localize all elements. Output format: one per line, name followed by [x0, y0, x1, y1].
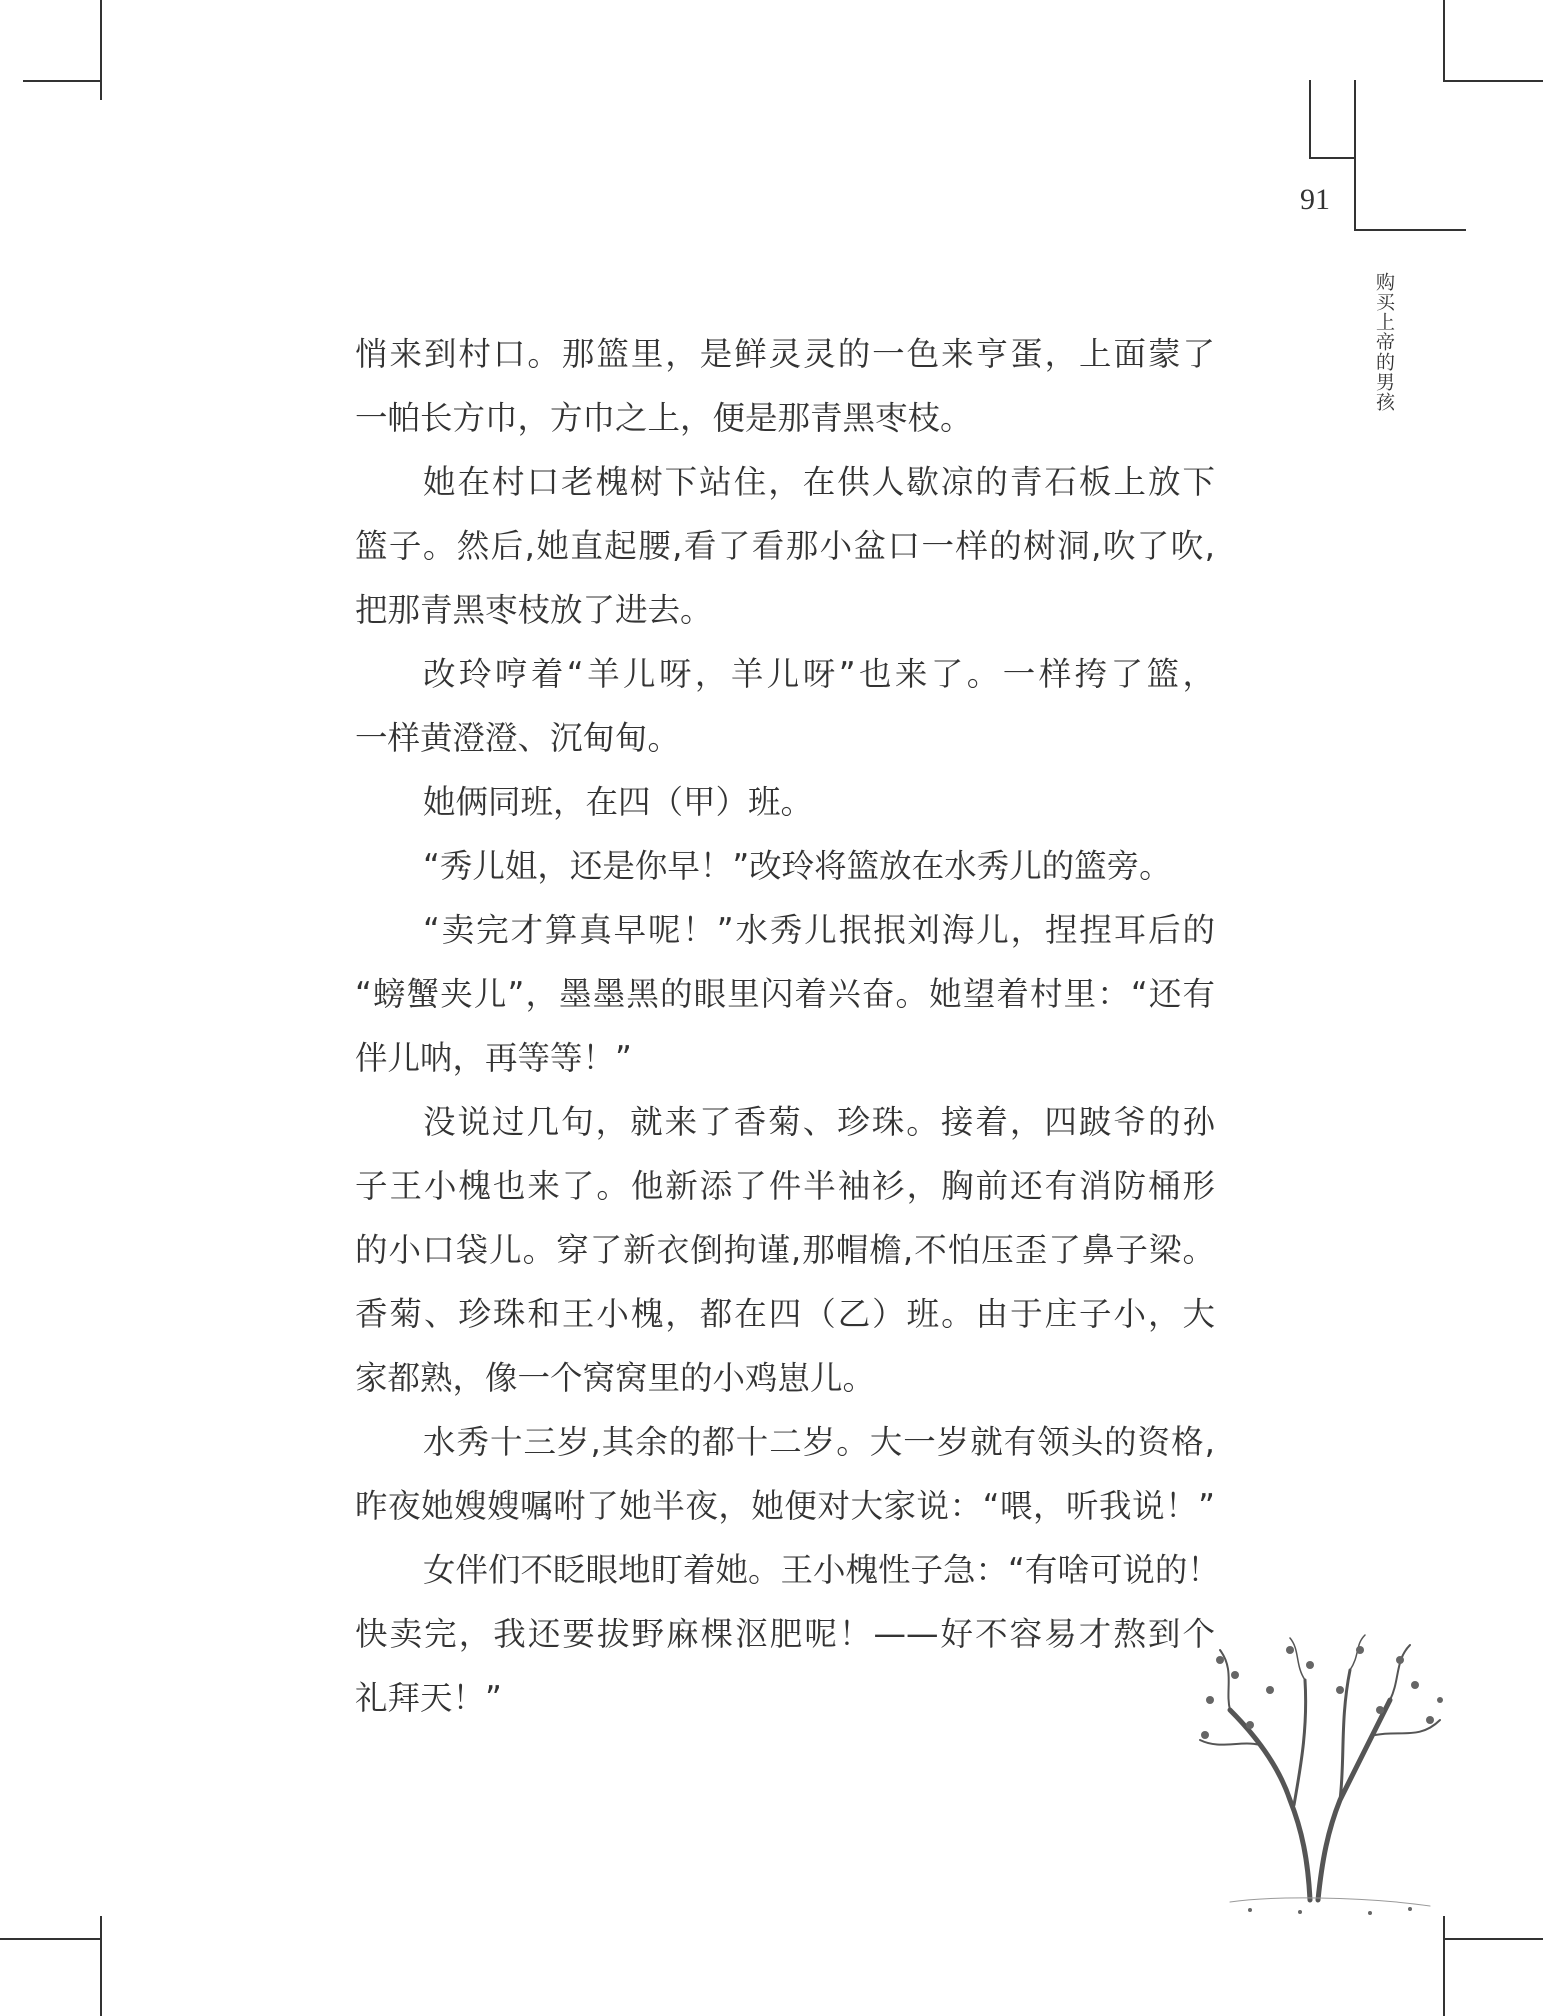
text-line: 伴儿呐，再等等！” — [355, 1039, 632, 1077]
text-line: 改玲哼着“羊儿呀，羊儿呀”也来了。一样挎了篮， — [423, 655, 1215, 693]
text-line: “秀儿姐，还是你早！”改玲将篮放在水秀儿的篮旁。 — [423, 847, 1172, 885]
crop-mark — [1443, 1916, 1445, 2016]
text-line: 悄来到村口。那篮里，是鲜灵灵的一色来亨蛋，上面蒙了 — [355, 335, 1215, 373]
text-line: “卖完才算真早呢！”水秀儿抿抿刘海儿，捏捏耳后的 — [423, 911, 1215, 949]
text-line: 一样黄澄澄、沉甸甸。 — [355, 719, 681, 757]
text-line: 她在村口老槐树下站住，在供人歇凉的青石板上放下 — [423, 463, 1215, 501]
crop-mark — [1354, 80, 1356, 229]
crop-mark — [0, 1938, 100, 1940]
text-line: 家都熟，像一个窝窝里的小鸡崽儿。 — [355, 1359, 876, 1397]
crop-mark — [23, 80, 101, 82]
tree-illustration — [1190, 1630, 1460, 1930]
crop-mark — [100, 0, 102, 100]
page-number: 91 — [1300, 183, 1330, 216]
crop-mark — [100, 1916, 102, 2016]
text-line: 女伴们不眨眼地盯着她。王小槐性子急：“有啥可说的！ — [423, 1551, 1220, 1589]
text-line: 的小口袋儿。穿了新衣倒拘谨,那帽檐,不怕压歪了鼻子梁。 — [355, 1231, 1215, 1269]
text-line: 没说过几句，就来了香菊、珍珠。接着，四跛爷的孙 — [423, 1103, 1215, 1141]
text-line: 子王小槐也来了。他新添了件半袖衫，胸前还有消防桶形 — [355, 1167, 1215, 1205]
crop-mark — [1309, 157, 1354, 159]
text-line: 快卖完，我还要拔野麻棵沤肥呢！——好不容易才熬到个 — [355, 1615, 1215, 1653]
body-text — [355, 322, 1220, 1730]
text-line: 她俩同班，在四（甲）班。 — [423, 783, 814, 821]
text-line: 水秀十三岁,其余的都十二岁。大一岁就有领头的资格, — [423, 1423, 1215, 1461]
text-line: 香菊、珍珠和王小槐，都在四（乙）班。由于庄子小，大 — [355, 1295, 1215, 1333]
running-title: 购买上帝的男孩 — [1373, 272, 1395, 412]
crop-mark — [1443, 0, 1445, 80]
text-line: 篮子。然后,她直起腰,看了看那小盆口一样的树洞,吹了吹, — [355, 527, 1215, 565]
crop-mark — [1443, 80, 1543, 82]
text-line: “螃蟹夹儿”，墨墨黑的眼里闪着兴奋。她望着村里：“还有 — [355, 975, 1215, 1013]
crop-mark — [1354, 229, 1466, 231]
crop-mark — [1443, 1938, 1543, 1940]
crop-mark — [1309, 80, 1311, 157]
text-line: 昨夜她嫂嫂嘱咐了她半夜，她便对大家说：“喂，听我说！” — [355, 1487, 1215, 1525]
text-line: 一帕长方巾，方巾之上，便是那青黑枣枝。 — [355, 399, 973, 437]
text-line: 把那青黑枣枝放了进去。 — [355, 591, 713, 629]
text-line: 礼拜天！” — [355, 1679, 502, 1717]
